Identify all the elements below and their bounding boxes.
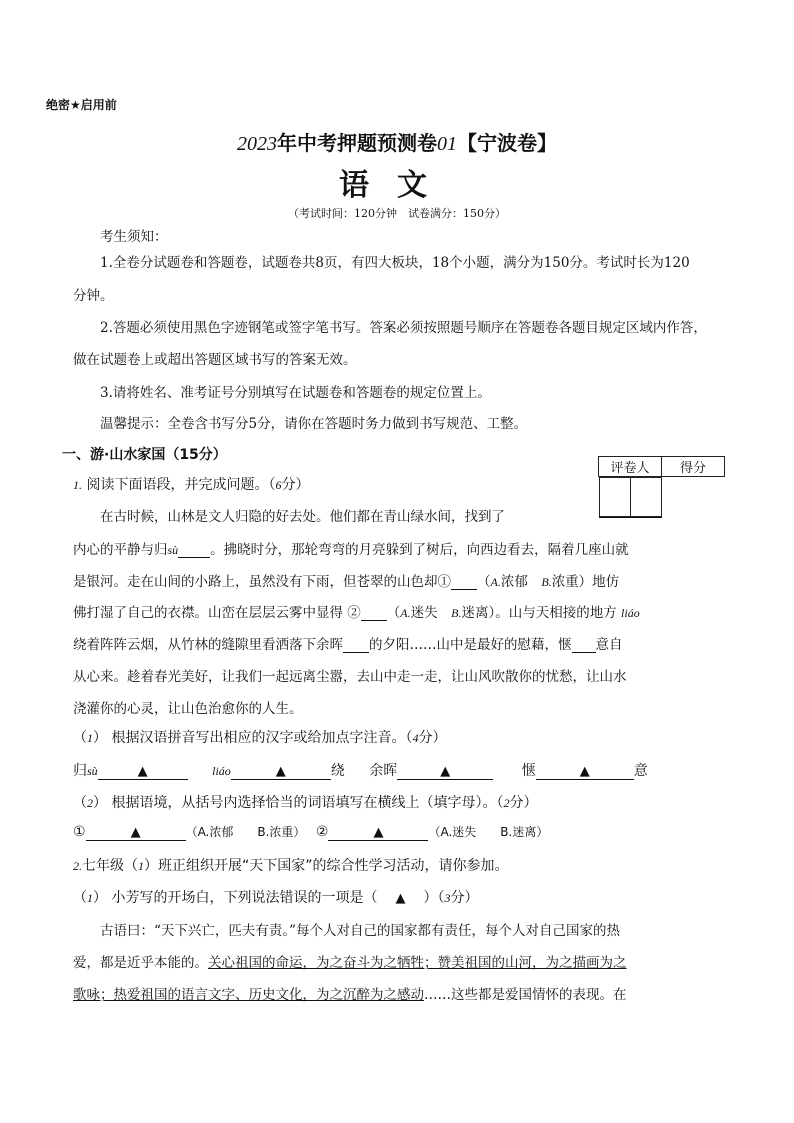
circle-1: ①	[73, 824, 86, 840]
subject-title: 语文	[339, 168, 455, 203]
q2-class: 1	[138, 859, 144, 873]
sub1-score-tail: 分）	[418, 730, 447, 746]
g2-underlined: 关心祖国的命运，为之奋斗为之牺牲；赞美祖国的山河，为之描画为之	[208, 955, 627, 971]
passage-line-3	[73, 570, 619, 590]
fill-w4: 惬	[521, 763, 536, 779]
answer-blank-qie[interactable]	[536, 763, 634, 780]
question-2-prompt	[73, 855, 509, 875]
g3-underlined: 歌咏；热爱祖国的语言文字、历史文化，为之沉醉为之感动	[73, 987, 424, 1003]
q2-sub1-text-2: ）（	[423, 890, 445, 906]
marker-6: ▲	[373, 825, 384, 840]
sub1-text: 根据汉语拼音写出相应的汉字或给加点字注音。（	[111, 730, 413, 746]
exam-time-info: （考试时间：120分钟 试卷满分：150分）	[288, 207, 506, 220]
sub1-score: 4	[412, 731, 419, 745]
q2-sub1-num: 1	[87, 891, 93, 905]
q2-sub1-text: 小芳写的开场白，下列说法错误的一项是（	[111, 890, 378, 906]
q2-text: 七年级（	[82, 858, 138, 874]
q2-passage-line-3	[73, 983, 627, 1003]
title-mid: 年中考押题预测卷	[277, 131, 437, 155]
q1-sub-2: （2） 根据语境，从括号内选择恰当的词语填写在横线上（填字母）。（2分）	[73, 795, 538, 811]
grader-cell[interactable]	[599, 478, 630, 517]
pinyin-su: sù	[167, 543, 179, 557]
q2-sub1-score-tail: 分）	[450, 890, 479, 906]
exam-title	[0, 127, 794, 156]
notice-item-3: 3.请将姓名、准考证号分别填写在试题卷和答题卷的规定位置上。	[100, 385, 491, 401]
q1-score: 6	[275, 478, 282, 492]
passage-line-2	[73, 538, 629, 558]
p3a: 是银河。走在山间的小路上，虽然没有下雨，但苍翠的山色却①	[73, 574, 451, 590]
fill-row-1	[73, 760, 648, 780]
fill-w1: 归	[73, 763, 87, 779]
marker-3: ▲	[440, 764, 451, 779]
q2-passage-line-2	[73, 951, 627, 971]
notice-item-1-cont: 分钟。	[73, 288, 114, 304]
answer-blank-hui[interactable]	[397, 763, 493, 780]
notice-tip: 温馨提示：全卷含书写分5分，请你在答题时务力做到书写规范、工整。	[100, 416, 528, 432]
choice-1-options: （A.浓郁 B.浓重）	[185, 825, 306, 839]
passage-line-6: 从心来。趁着春光美好，让我们一起远离尘嚣，去山中走一走，让山风吹散你的忧愁，让山水	[73, 669, 627, 685]
marker-4: ▲	[579, 764, 590, 779]
q1-text: 阅读下面语段，并完成问题。（	[86, 477, 276, 493]
p4-optA: A.	[400, 606, 411, 620]
sub1-num: 1	[87, 731, 93, 745]
blank-2	[361, 620, 387, 621]
p3-optB: B.	[541, 575, 552, 589]
p4-optA-text: 迷失	[410, 605, 452, 621]
answer-blank-su[interactable]	[98, 763, 188, 780]
answer-blank-liao[interactable]	[231, 763, 331, 780]
marker-2: ▲	[275, 764, 286, 779]
marker-5: ▲	[130, 825, 141, 840]
marker-1: ▲	[137, 764, 148, 779]
q1-number: 1.	[73, 478, 82, 492]
p2a: 内心的平静与归	[73, 542, 168, 558]
blank-1	[451, 589, 477, 590]
notice-item-2: 2.答题必须使用黑色字迹钢笔或签字笔书写。答案必须按照题号顺序在答题卷各题目规定区域内作答，	[100, 320, 707, 336]
p4-optB-text: 迷离）。山与天相接的地方	[461, 605, 622, 621]
q2-passage-line-1: 古语曰：“天下兴亡，匹夫有责。”每个人对自己的国家都有责任，每个人对自己国家的热	[100, 923, 621, 939]
fill-p2: liáo	[212, 764, 231, 778]
passage-line-5	[73, 633, 623, 653]
p3-optB-text: 浓重）地仿	[551, 574, 620, 590]
p5b: 的夕阳……山中是最好的慰藉，惬	[369, 637, 572, 653]
answer-blank-choice-1[interactable]	[86, 824, 186, 841]
q2-sub-1: （1） 小芳写的开场白，下列说法错误的一项是（ ▲ ）（3分）	[73, 890, 479, 906]
answer-blank-choice-2[interactable]	[328, 824, 428, 841]
fill-row-2	[73, 823, 548, 841]
fill-w5: 意	[633, 763, 648, 779]
notice-item-1: 1.全卷分试题卷和答题卷，试题卷共8页，有四大板块，18个小题，满分为150分。考试时长为120	[100, 255, 690, 271]
p5a: 绕着阵阵云烟，从竹林的缝隙里看洒落下余晖	[73, 637, 343, 653]
q2-sub1-score: 3	[444, 891, 451, 905]
pinyin-liao: liáo	[621, 606, 640, 620]
blank-su	[178, 557, 210, 558]
question-1-prompt	[73, 474, 309, 494]
score-table	[598, 456, 725, 518]
blank-qie	[572, 652, 596, 653]
notice-heading: 考生须知：	[100, 229, 168, 245]
p3-optA-text: 浓郁	[500, 574, 542, 590]
title-region: 【宁波卷】	[457, 131, 557, 155]
q1-score-tail: 分）	[281, 477, 310, 493]
passage-line-1: 在古时候，山林是文人归隐的好去处。他们都在青山绿水间，找到了	[100, 509, 505, 525]
p5c: 意自	[595, 637, 623, 653]
p3b: （	[477, 574, 491, 590]
title-number: 01	[437, 133, 457, 155]
sub2-score: 2	[503, 796, 510, 810]
score-header: 得分	[662, 457, 725, 477]
g2a: 爱，都是近乎本能的。	[73, 955, 208, 971]
fill-w2: 绕	[330, 763, 345, 779]
q2-answer-marker[interactable]: ▲	[395, 891, 406, 906]
p4-optB: B.	[451, 606, 462, 620]
p4b: （	[386, 605, 401, 621]
sub2-text: 根据语境，从括号内选择恰当的词语填写在横线上（填字母）。（	[111, 795, 504, 811]
sub2-score-tail: 分）	[509, 795, 538, 811]
q2-number: 2.	[73, 859, 82, 873]
sub2-num: 2	[87, 796, 93, 810]
fill-p1: sù	[87, 764, 98, 778]
grader-header: 评卷人	[599, 457, 662, 477]
choice-2-options: （A.迷失 B.迷离）	[428, 825, 549, 839]
p2b: 。拂晓时分，那轮弯弯的月亮躲到了树后，向西边看去，隔着几座山就	[210, 542, 629, 558]
confidential-label: 绝密★启用前	[46, 98, 117, 112]
p3-optA: A.	[490, 575, 501, 589]
title-year: 2023	[237, 133, 277, 155]
g3b: ……这些都是爱国情怀的表现。在	[424, 987, 627, 1003]
q2-text-2: ）班正组织开展“天下国家”的综合性学习活动，请你参加。	[144, 858, 509, 874]
section-1-title: 一、游·山水家国（15分）	[62, 447, 227, 463]
blank-hui	[343, 652, 369, 653]
notice-item-2-cont: 做在试题卷上或超出答题区域书写的答案无效。	[73, 352, 357, 368]
score-cell[interactable]	[630, 478, 661, 517]
passage-line-4	[73, 601, 640, 621]
passage-line-7: 浇灌你的心灵，让山色治愈你的人生。	[73, 701, 303, 717]
q1-sub-1: （1） 根据汉语拼音写出相应的汉字或给加点字注音。（4分）	[73, 730, 447, 746]
p4a: 佛打湿了自己的衣襟。山峦在层层云雾中显得 ②	[73, 605, 361, 621]
fill-w3: 余晖	[369, 763, 398, 779]
circle-2: ②	[315, 824, 329, 840]
